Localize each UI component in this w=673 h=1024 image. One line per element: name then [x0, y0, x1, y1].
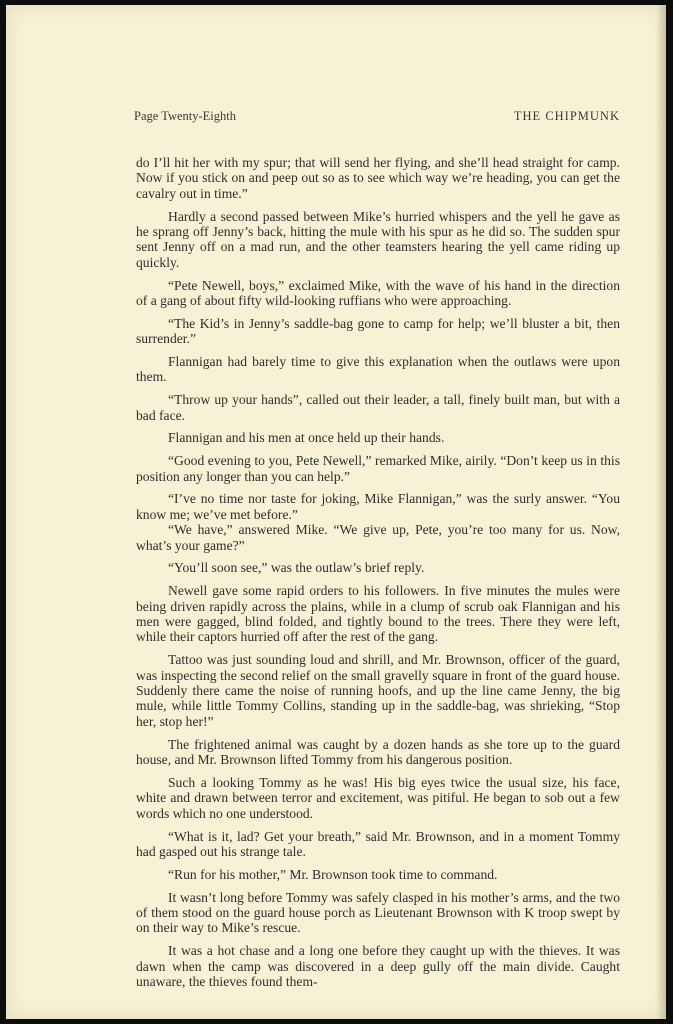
paragraph: “Good evening to you, Pete Newell,” remarked Mike, airily. “Don’t keep us in this position any longer than you can help.”: [136, 453, 620, 484]
paragraph: “Run for his mother,” Mr. Brownson took time to command.: [168, 866, 498, 882]
paragraph: “The Kid’s in Jenny’s saddle-bag gone to camp for help; we’ll bluster a bit, then surrender.”: [136, 315, 620, 347]
paragraph: Flannigan had barely time to give this explanation when the outlaws were upon them.: [136, 354, 620, 385]
paragraph: do I’ll hit her with my spur; that will send her flying, and she’ll head straight for camp. Now if you stick on and peep out so as to see which way we’re heading, you can get the cavalry out in time.”: [136, 155, 620, 201]
paragraph: Hardly a second passed between Mike’s hurried whispers and the yell he gave as he sprang off Jenny’s back, hitting the mule with his spur as he did so. The sudden spur sent Jenny off on a mad run, and the other teamsters hearing the yell came riding up quickly.: [136, 208, 620, 270]
paragraph: It wasn’t long before Tommy was safely clasped in his mother’s arms, and the two of them stood on the guard house porch as Lieutenant Brownson with K troop swept by on their way to Mike’s rescue.: [136, 889, 620, 936]
paragraph: Such a looking Tommy as he was! His big eyes twice the usual size, his face, white and drawn between terror and excitement, was pitiful. He began to sob out a few words which no one understood.: [136, 774, 620, 821]
paragraph: It was a hot chase and a long one before they caught up with the thieves. It was dawn when the camp was discovered in a deep gully off the main divide. Caught unaware, the thieves found them-: [136, 943, 620, 989]
paragraph: “We have,” answered Mike. “We give up, Pete, you’re too many for us. Now, what’s your game?”: [136, 522, 620, 553]
paragraph: “Throw up your hands”, called out their leader, a tall, finely built man, but with a bad face.: [136, 392, 620, 423]
page-edge-shadow: [656, 5, 666, 1019]
publication-title: THE CHIPMUNK: [513, 109, 620, 123]
paragraph: “You’ll soon see,” was the outlaw’s brief reply.: [168, 560, 425, 576]
page-sheet: [6, 5, 666, 1019]
paragraph: “Pete Newell, boys,” exclaimed Mike, with the wave of his hand in the direction of a gang of about fifty wild-looking ruffians who were approaching.: [136, 277, 620, 309]
paragraph: Tattoo was just sounding loud and shrill, and Mr. Brownson, officer of the guard, was inspecting the second relief on the small gravelly square in front of the guard house. Suddenly there came the noise of running hoofs, and up the line came Jenny, the big mule, while little Tommy Collins, standing up in the saddle-bag, was shrieking, “Stop her, stop her!”: [136, 652, 620, 729]
running-header: [134, 109, 620, 127]
paragraph: The frightened animal was caught by a dozen hands as she tore up to the guard house, and Mr. Brownson lifted Tommy from his dangerous position.: [136, 736, 620, 768]
page-number-label: Page Twenty-Eighth: [134, 109, 237, 123]
paragraph: “I’ve no time nor taste for joking, Mike Flannigan,” was the surly answer. “You know me; we’ve met before.”: [136, 491, 620, 522]
paragraph: Flannigan and his men at once held up their hands.: [168, 430, 445, 446]
paragraph: “What is it, lad? Get your breath,” said Mr. Brownson, and in a moment Tommy had gasped out his strange tale.: [136, 828, 620, 859]
paragraph: Newell gave some rapid orders to his followers. In five minutes the mules were being driven rapidly across the plains, while in a clump of scrub oak Flannigan and his men were gagged, blind folded, and tightly bound to the trees. There they were left, while their captors hurried off after the rest of the gang.: [136, 583, 620, 645]
article-body: [136, 155, 620, 989]
